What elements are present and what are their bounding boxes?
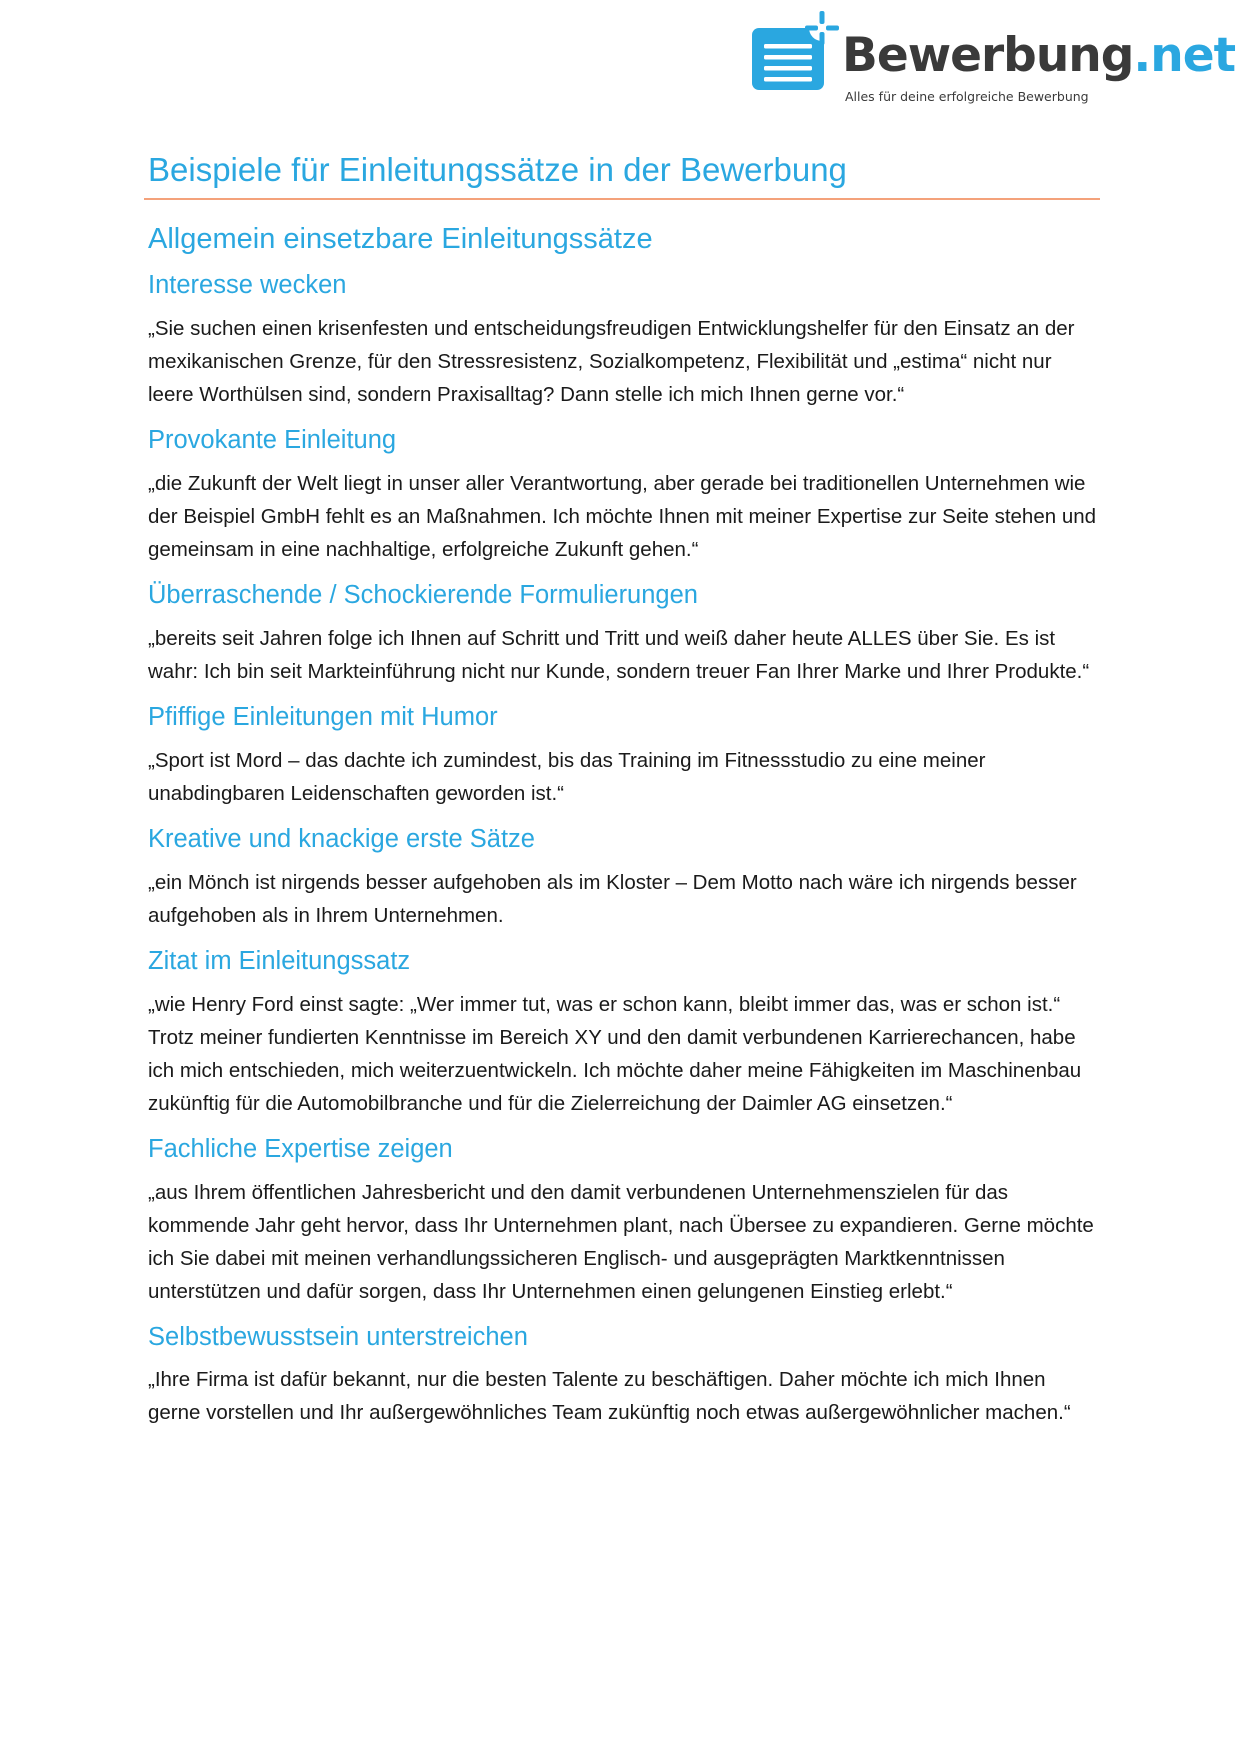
example-text: „Ihre Firma ist dafür bekannt, nur die besten Talente zu beschäftigen. Daher möchte ich mich Ihnen gerne vorstellen und Ihr außergewöhnliches Team zukünftig noch etwas außergewöhnlicher machen.“ — [148, 1368, 1071, 1425]
example-block-zitat — [148, 946, 1100, 1120]
document-body — [148, 150, 1100, 1429]
example-block-kreativ — [148, 824, 1100, 932]
example-text: „ein Mönch ist nirgends besser aufgehoben als im Kloster – Dem Motto nach wäre ich nirgends besser aufgehoben als in Ihrem Unternehmen. — [148, 870, 1077, 927]
page-title: Beispiele für Einleitungssätze in der Bewerbung — [148, 151, 847, 188]
example-heading: Pfiffige Einleitungen mit Humor — [148, 703, 498, 732]
example-heading: Kreative und knackige erste Sätze — [148, 824, 535, 853]
example-block-expertise — [148, 1134, 1100, 1308]
example-text: „bereits seit Jahren folge ich Ihnen auf Schritt und Tritt und weiß daher heute ALLES über Sie. Es ist wahr: Ich bin seit Markteinführung nicht nur Kunde, sondern treuer Fan Ihrer Marke und Ihrer Produkte.“ — [148, 627, 1090, 684]
example-heading: Überraschende / Schockierende Formulierungen — [148, 581, 698, 610]
example-block-selbstbewusstsein — [148, 1322, 1100, 1430]
example-block-humor — [148, 702, 1100, 810]
example-text: „die Zukunft der Welt liegt in unser aller Verantwortung, aber gerade bei traditionellen Unternehmen wie der Beispiel GmbH fehlt es an Maßnahmen. Ich möchte Ihnen mit meiner Expertise zur Seite stehen und gemeinsam in eine nachhaltige, erfolgreiche Zukunft gehen.“ — [148, 472, 1097, 562]
brand-wordmark — [842, 28, 1236, 83]
example-block-provokant — [148, 425, 1100, 566]
example-heading: Interesse wecken — [148, 271, 347, 300]
example-text: „aus Ihrem öffentlichen Jahresbericht und den damit verbundenen Unternehmenszielen für das kommende Jahr geht hervor, dass Ihr Unternehmen plant, nach Übersee zu expandieren. Gerne möchte ich Sie dabei mit meinen verhandlungssicheren Englisch- und ausgeprägten Marktkenntnissen unterstützen und dafür sorgen, dass Ihr Unternehmen einen gelungenen Einstieg erlebt.“ — [148, 1180, 1094, 1303]
section-heading: Allgemein einsetzbare Einleitungssätze — [148, 222, 653, 255]
example-heading: Fachliche Expertise zeigen — [148, 1134, 453, 1163]
brand-tld: .net — [1133, 28, 1236, 83]
example-heading: Selbstbewusstsein unterstreichen — [148, 1322, 528, 1351]
brand-logo — [752, 10, 1236, 110]
example-text: „wie Henry Ford einst sagte: „Wer immer tut, was er schon kann, bleibt immer das, was er schon ist.“ Trotz meiner fundierten Kenntnisse im Bereich XY und den damit verbundenen Karrierechancen, habe ich mich entschieden, mich weiterzuentwickeln. Ich möchte daher meine Fähigkeiten im Maschinenbau zukünftig für die Automobilbranche und für die Zielerreichung der Daimler AG einsetzen.“ — [148, 992, 1082, 1115]
document-sparkle-icon — [752, 10, 844, 102]
brand-name: Bewerbung — [842, 28, 1134, 83]
example-block-interesse — [148, 270, 1100, 411]
example-text: „Sie suchen einen krisenfesten und entscheidungsfreudigen Entwicklungshelfer für den Einsatz an der mexikanischen Grenze, für den Stressresistenz, Sozialkompetenz, Flexibilität und „estima“ nicht nur leere Worthülsen sind, sondern Praxisalltag? Dann stelle ich mich Ihnen gerne vor.“ — [148, 317, 1075, 407]
title-divider — [144, 198, 1100, 200]
example-heading: Provokante Einleitung — [148, 426, 397, 455]
example-text: „Sport ist Mord – das dachte ich zumindest, bis das Training im Fitnessstudio zu eine meiner unabdingbaren Leidenschaften geworden ist.“ — [148, 748, 986, 805]
example-block-ueberraschend — [148, 580, 1100, 688]
brand-tagline: Alles für deine erfolgreiche Bewerbung — [845, 89, 1089, 104]
example-heading: Zitat im Einleitungssatz — [148, 946, 411, 975]
